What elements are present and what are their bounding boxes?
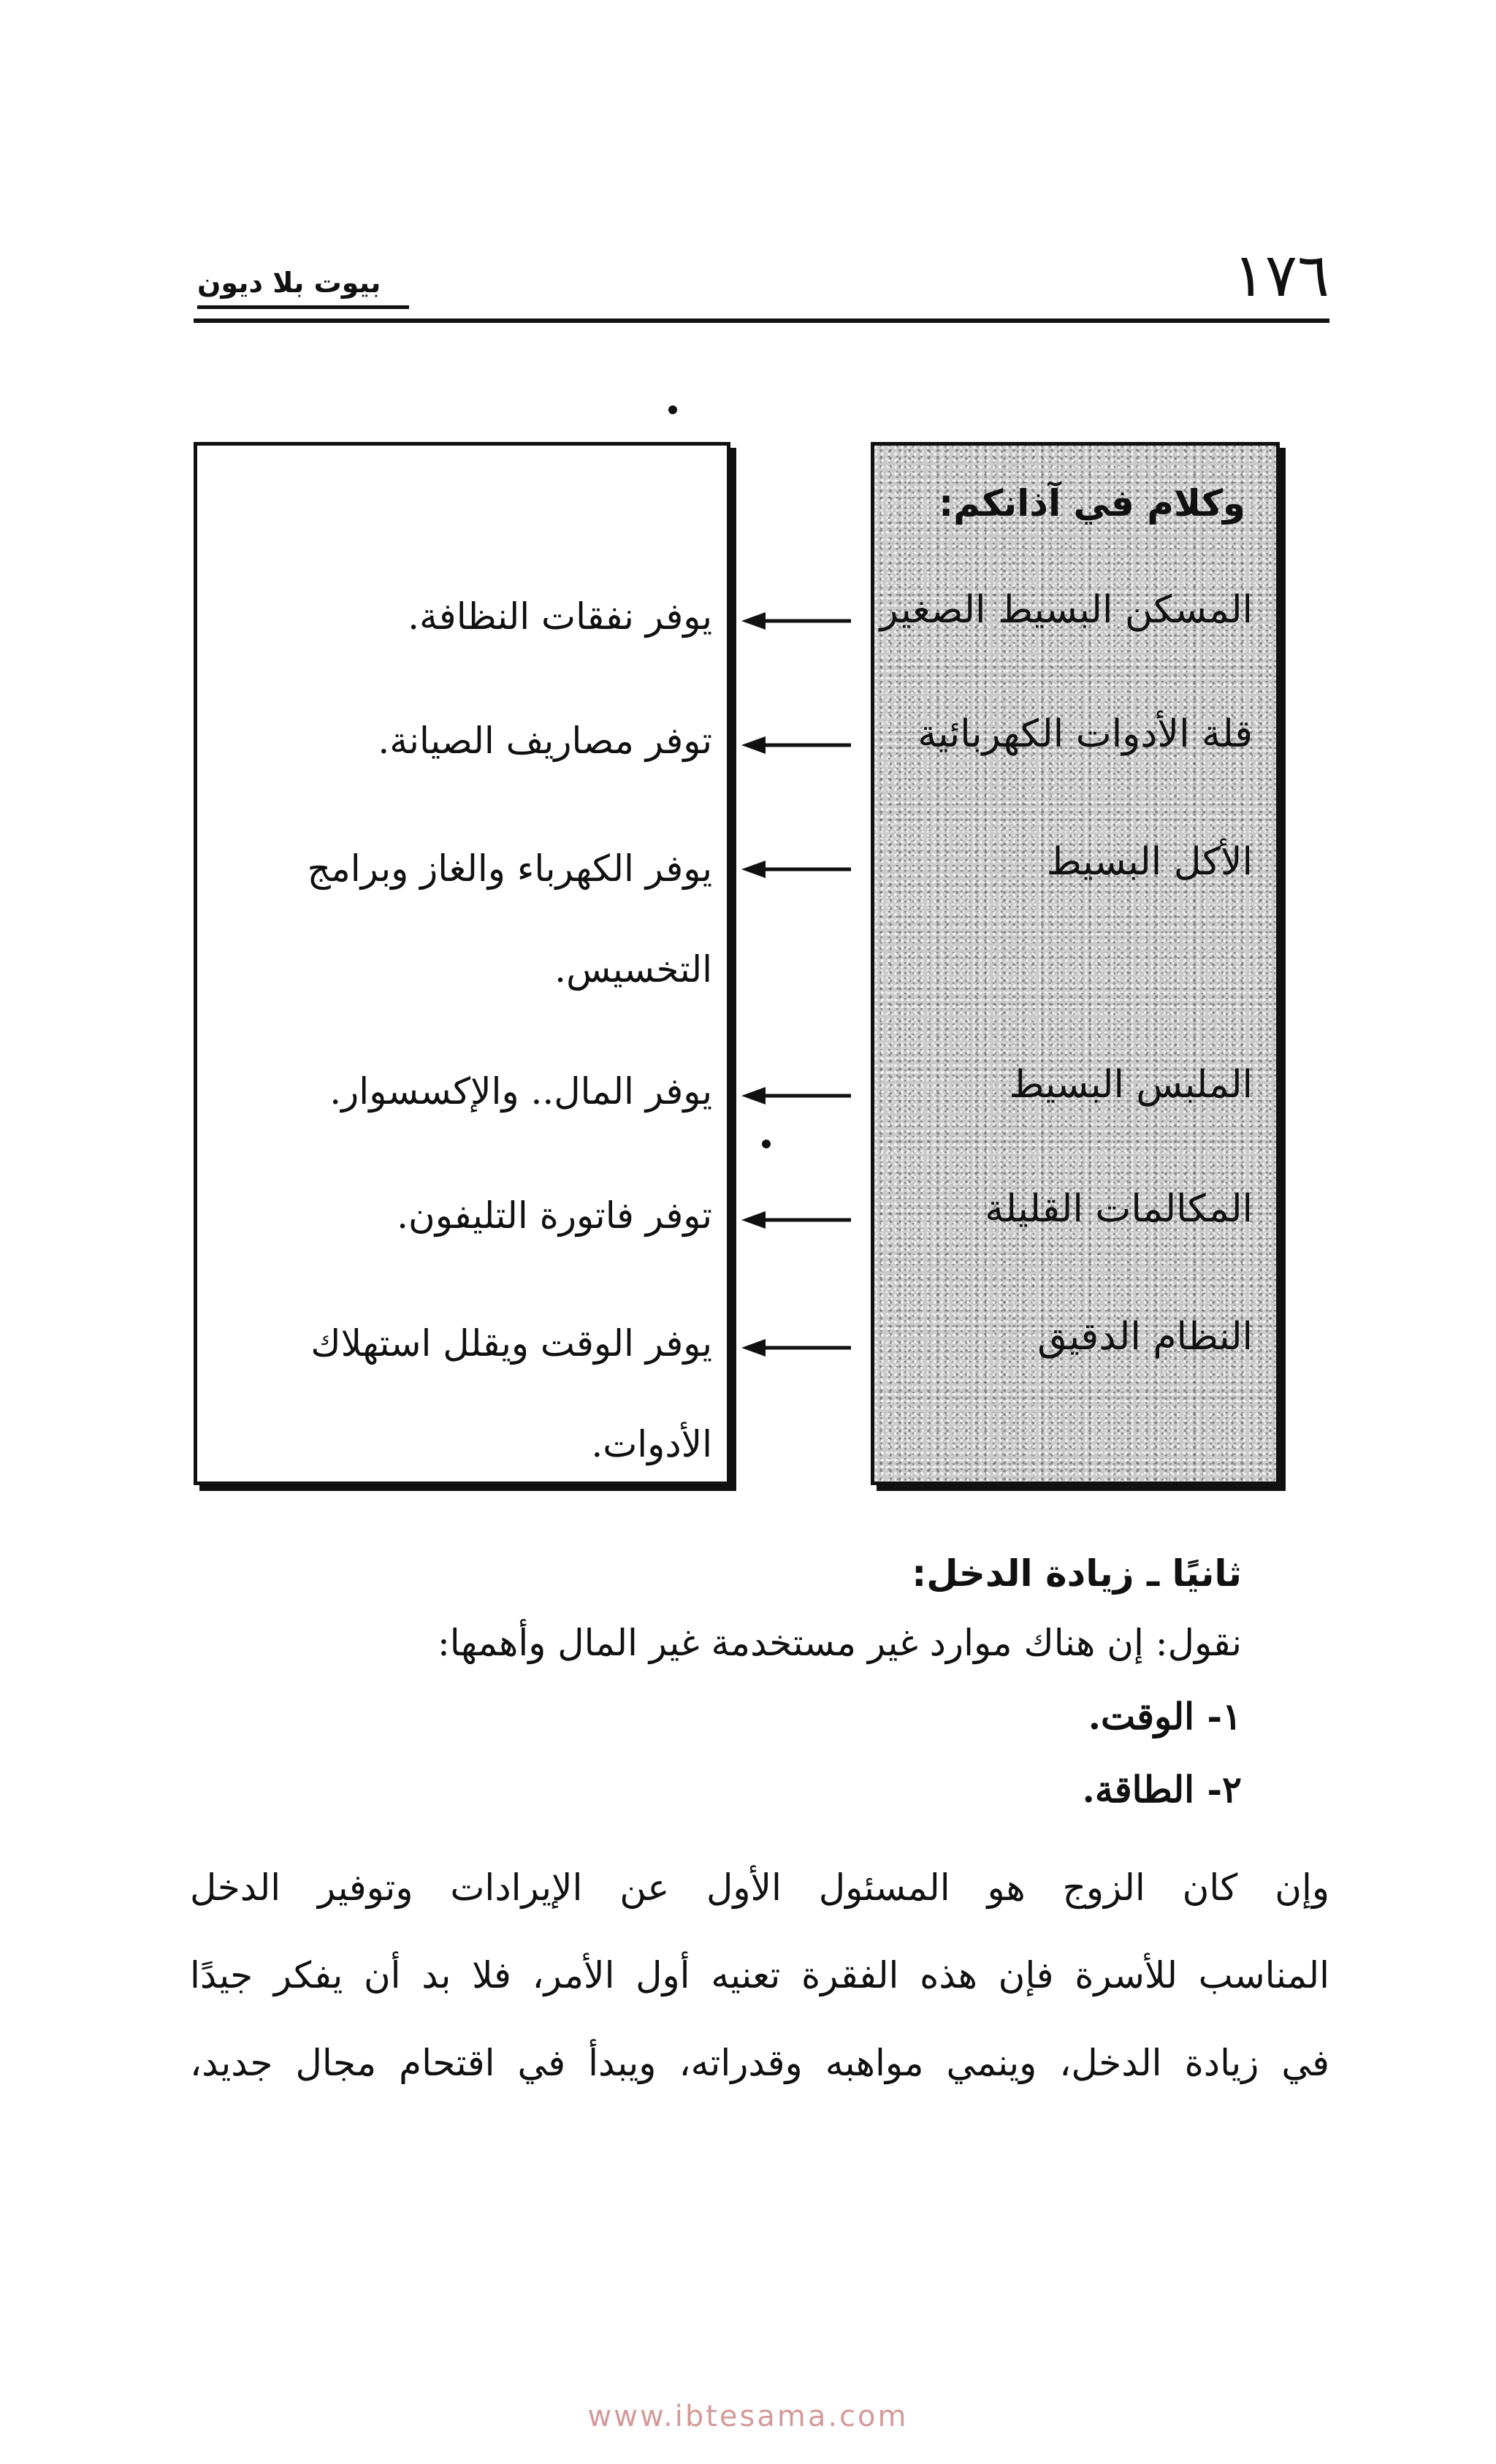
running-title: بيوت بلا ديون bbox=[197, 267, 381, 299]
paragraph-line: في زيادة الدخل، وينمي مواهبه وقدراته، ويبدأ في اقتحام مجال جديد، bbox=[190, 2042, 1329, 2084]
header-rule bbox=[194, 319, 1329, 323]
title-underline bbox=[197, 305, 409, 309]
paragraph-line: وإن كان الزوج هو المسئول الأول عن الإيرادات وتوفير الدخل bbox=[190, 1866, 1329, 1909]
item-text: قلة الأدوات الكهربائية bbox=[917, 712, 1253, 756]
benefit-text: توفر مصاريف الصيانة. bbox=[378, 720, 712, 762]
watermark: www.ibtesama.com bbox=[587, 2400, 909, 2433]
items-box-heading: وكلام في آذانكم: bbox=[939, 482, 1245, 525]
benefit-text: يوفر الوقت ويقلل استهلاك الأدوات. bbox=[310, 1322, 712, 1465]
page-number: ١٧٦ bbox=[1232, 241, 1329, 310]
arrow-left-icon bbox=[738, 606, 855, 636]
arrow-left-icon bbox=[738, 855, 855, 884]
arrow-left-icon bbox=[738, 731, 855, 760]
item-text: المكالمات القليلة bbox=[985, 1187, 1253, 1231]
arrow-left-icon bbox=[738, 1333, 855, 1362]
stray-dot bbox=[762, 1140, 771, 1148]
item-text: الأكل البسيط bbox=[1046, 840, 1253, 884]
benefit-text: يوفر نفقات النظافة. bbox=[408, 595, 712, 638]
list-item: ٢- الطاقة. bbox=[1082, 1768, 1242, 1811]
arrow-left-icon bbox=[738, 1081, 855, 1110]
list-item: ١- الوقت. bbox=[1088, 1695, 1242, 1738]
item-text: النظام الدقيق bbox=[1037, 1315, 1253, 1359]
paragraph-line: المناسب للأسرة فإن هذه الفقرة تعنيه أول الأمر، فلا بد أن يفكر جيدًا bbox=[190, 1954, 1329, 1996]
section-heading: ثانيًا ـ زيادة الدخل: bbox=[912, 1552, 1242, 1595]
item-text: المسكن البسيط الصغير bbox=[879, 588, 1253, 632]
item-text: الملبس البسيط bbox=[1009, 1063, 1253, 1107]
benefit-text: توفر فاتورة التليفون. bbox=[397, 1194, 712, 1237]
benefit-text: يوفر الكهرباء والغاز وبرامج التخسيس. bbox=[307, 847, 712, 991]
benefit-text: يوفر المال.. والإكسسوار. bbox=[329, 1070, 712, 1113]
stray-dot bbox=[668, 405, 677, 414]
intro-text: نقول: إن هناك موارد غير مستخدمة غير المال وأهمها: bbox=[437, 1622, 1242, 1664]
arrow-left-icon bbox=[738, 1205, 855, 1235]
